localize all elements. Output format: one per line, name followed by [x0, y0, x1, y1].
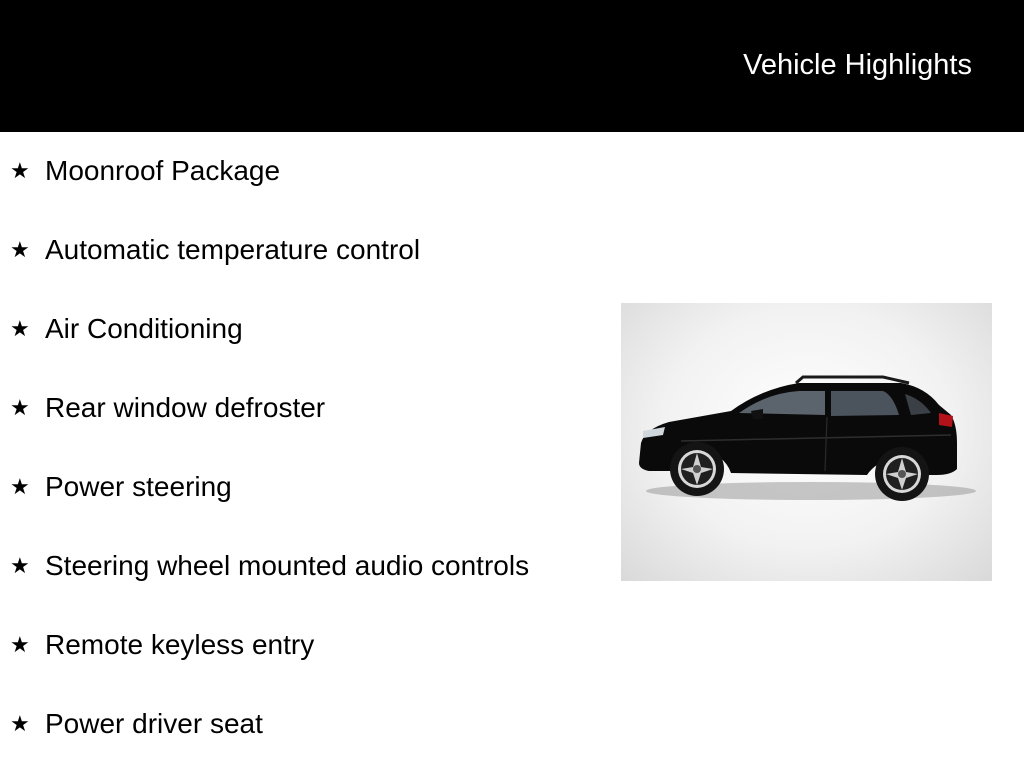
list-item [0, 549, 600, 589]
feature-label: Air Conditioning [45, 313, 243, 344]
list-item [0, 233, 600, 273]
list-item [0, 312, 600, 352]
feature-label: Steering wheel mounted audio controls [45, 550, 530, 581]
page-title: Vehicle Highlights [743, 49, 972, 81]
list-item [0, 391, 600, 431]
star-icon: ★ [10, 395, 30, 420]
feature-label: Rear window defroster [45, 392, 326, 423]
star-icon: ★ [10, 553, 30, 578]
star-icon: ★ [10, 237, 30, 262]
list-item [0, 707, 600, 747]
header-bar [0, 0, 1024, 132]
star-icon: ★ [10, 316, 30, 341]
feature-label: Power steering [45, 471, 232, 502]
star-icon: ★ [10, 158, 30, 183]
vehicle-photo [621, 303, 992, 581]
star-icon: ★ [10, 711, 30, 736]
star-icon: ★ [10, 474, 30, 499]
star-icon: ★ [10, 632, 30, 657]
list-item [0, 628, 600, 668]
feature-label: Remote keyless entry [45, 629, 315, 660]
list-item [0, 154, 600, 194]
feature-label: Power driver seat [45, 708, 263, 739]
vehicle-silhouette [621, 303, 992, 581]
list-item [0, 470, 600, 510]
feature-label: Moonroof Package [45, 155, 281, 186]
feature-label: Automatic temperature control [45, 234, 421, 265]
